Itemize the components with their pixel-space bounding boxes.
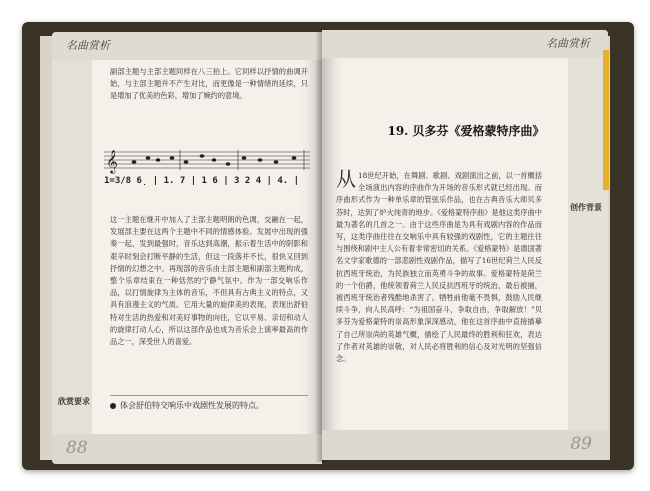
- right-page-number: 89: [570, 434, 592, 454]
- left-paragraph-mid: 这一主题在继开中加入了主部主题明朗的色调，交融在一起，发展部主要在这两个主题中不同的情感体验。发展中出现的强奏一起，发到最强时，音乐达到高潮，振示着生活中的阴影和艰辛时刻会打断平静的生活，但这一段落并不长，很快又回到抒情的幻想之中。再现部的音乐由主部主题和副部主题构成，整个乐章结束在一种恬然的宁静气氛中。作为一部交响乐作品，以打情旋律为主体的音乐，不但具有古典主义的特点，又具有浪漫主义的气质。它用大量的旋律美的表现，表现出舒伯特对生活的热爱和对美好事物的向往，它以平易、亲切和动人的旋律打动人心，所以这部作品也成为音乐会上演率最高的作品之一，深受世人的喜爱。: [110, 215, 308, 347]
- requirement-bullet: [110, 395, 308, 411]
- right-body-paragraph: 18世纪开始，在舞剧、歌剧、戏剧演出之前，以一首概括全场演出内容的序曲作为开场的音乐形式就已经出现。而序曲形式作为一种单乐章的管弦乐作品，也在古典音乐大师贝多芬时，达到了炉火纯青的地步。《爱格蒙特序曲》是他这类序曲中最为著名的几首之一。由于这些序曲是为具有戏剧内容的作品而写，这类序曲往往在交响乐中具有较强的戏剧性，它的主题往往与围绕和剧中主人公有着非常密切的关系。《爱格蒙特》是德国著名文学家歌德的一部悲剧性戏剧作品，描写了16世纪荷兰人民反抗西班牙统治，为民族独立而英勇斗争的故事。爱格蒙特是荷兰的一个伯爵，他统领着荷兰人民反抗西班牙的统治，最后被捕，被西班牙统治者残酷地杀害了。牺牲前他毫不畏惧，鼓励人民继续斗争，向人民高呼：“为祖国奋斗，争取自由，争取解放！”贝多芬为爱格蒙特的崇高形象深深感动，他在这首序曲中直接描摹了自己所崇尚的英雄气概，描绘了人民最终的胜利和狂欢，表达了作者对英雄的崇敬，对人民必将胜利的信心及对光明的坚强信念。: [336, 171, 542, 364]
- right-body-text: [336, 167, 542, 365]
- svg-text:𝄞: 𝄞: [106, 149, 118, 173]
- left-page-footer-band: [52, 434, 322, 464]
- right-page: [322, 30, 608, 460]
- left-sidebar-label: 欣赏要求: [58, 397, 90, 406]
- bookmark-ribbon: [603, 50, 609, 190]
- bullet-text: 体会舒伯特交响乐中戏剧性发展的特点。: [120, 401, 264, 410]
- left-paragraph-top: 副部主题与主部主题同样在八三拍上。它同样以抒情的曲调开始，与主部主题并不产生对比，而更像是一种情绪的延续，只是增加了优美的色彩，增加了婉约的意境。: [110, 67, 308, 101]
- left-header-logo: 名曲赏析: [66, 39, 110, 52]
- left-margin-strip: [52, 60, 92, 434]
- chapter-title: 19. 贝多芬《爱格蒙特序曲》: [387, 124, 545, 138]
- left-page: [52, 32, 322, 464]
- right-margin-strip: [568, 58, 608, 430]
- dropcap: 从: [336, 167, 356, 191]
- music-staff-figure: [104, 148, 310, 174]
- bullet-icon: [110, 403, 116, 409]
- left-page-number: 88: [66, 438, 88, 458]
- right-header-logo: 名曲赏析: [546, 37, 590, 50]
- right-sidebar-label: 创作背景: [570, 203, 602, 212]
- right-page-footer-band: [322, 430, 608, 460]
- numbered-notation: 1=3/8 6̣ | 1. 7 | 1 6 | 3 2 4 | 4. |: [104, 176, 300, 186]
